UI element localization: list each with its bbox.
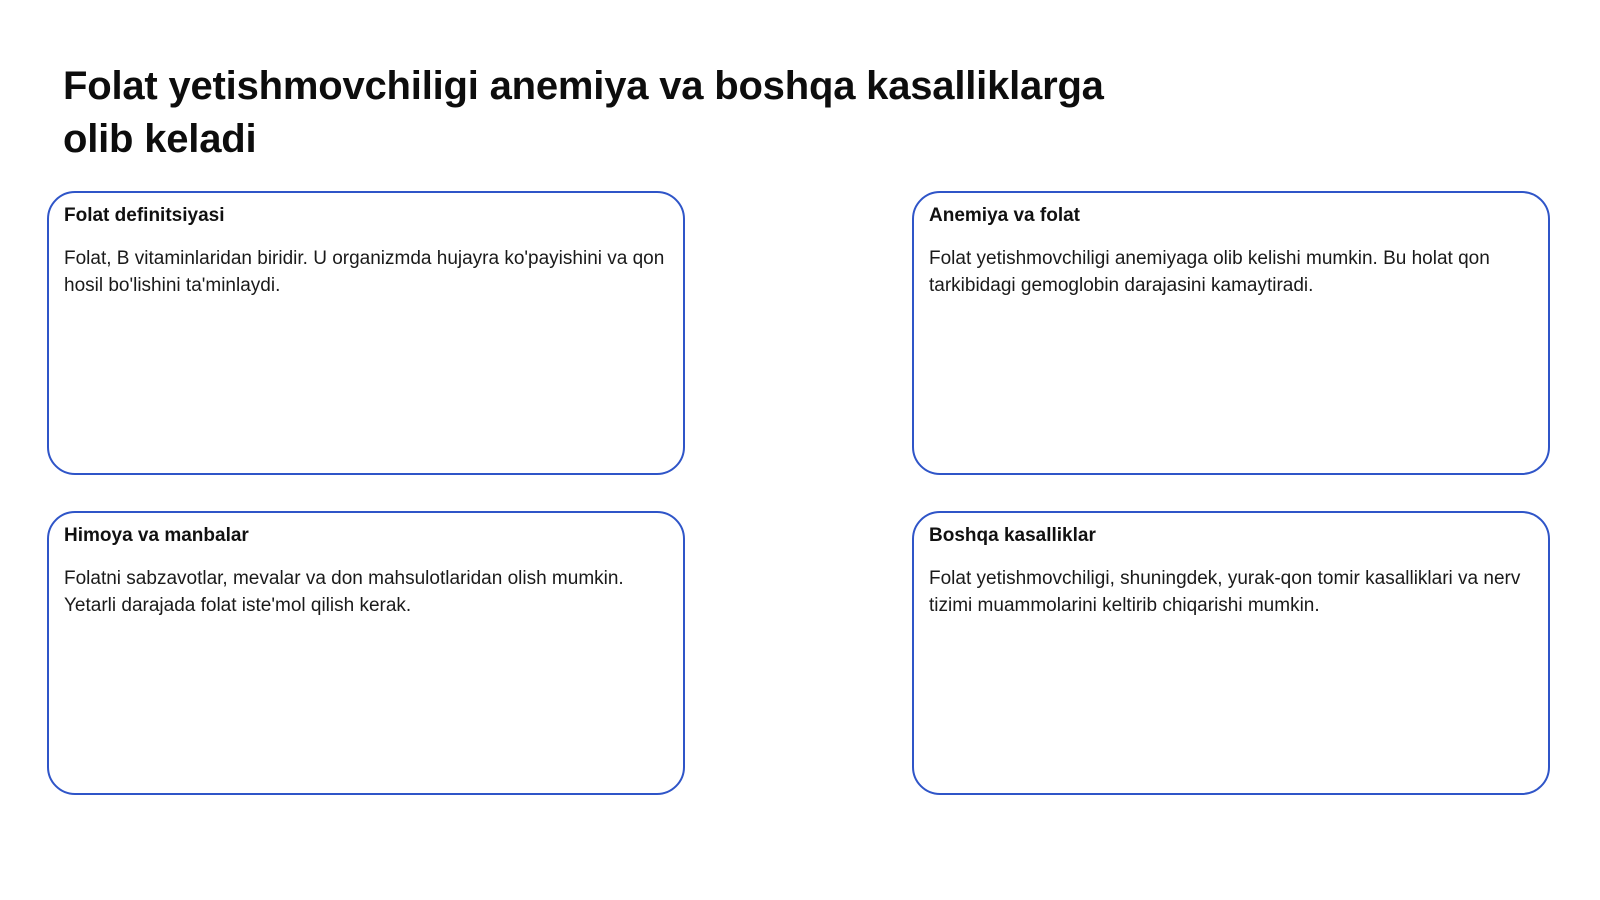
card-heading: Boshqa kasalliklar — [929, 525, 1096, 546]
card-text: Folatni sabzavotlar, mevalar va don mahsulotlaridan olish mumkin. Yetarli darajada folat iste'mol qilish kerak. — [64, 568, 624, 616]
card-heading: Anemiya va folat — [929, 205, 1080, 226]
card-boshqa-kasalliklar — [912, 511, 1550, 795]
card-text: Folat yetishmovchiligi, shuningdek, yurak-qon tomir kasalliklari va nerv tizimi muammolarini keltirib chiqarishi mumkin. — [929, 568, 1521, 616]
card-heading: Himoya va manbalar — [64, 525, 249, 546]
card-text: Folat yetishmovchiligi anemiyaga olib kelishi mumkin. Bu holat qon tarkibidagi gemoglobin darajasini kamaytiradi. — [929, 248, 1490, 296]
card-heading: Folat definitsiyasi — [64, 205, 225, 226]
card-himoya-va-manbalar — [47, 511, 685, 795]
card-folat-definitsiyasi — [47, 191, 685, 475]
slide-title: Folat yetishmovchiligi anemiya va boshqa kasalliklarga olib keladi — [63, 64, 1104, 161]
card-anemiya-va-folat — [912, 191, 1550, 475]
card-text: Folat, B vitaminlaridan biridir. U organizmda hujayra ko'payishini va qon hosil bo'lishini ta'minlaydi. — [64, 248, 665, 296]
